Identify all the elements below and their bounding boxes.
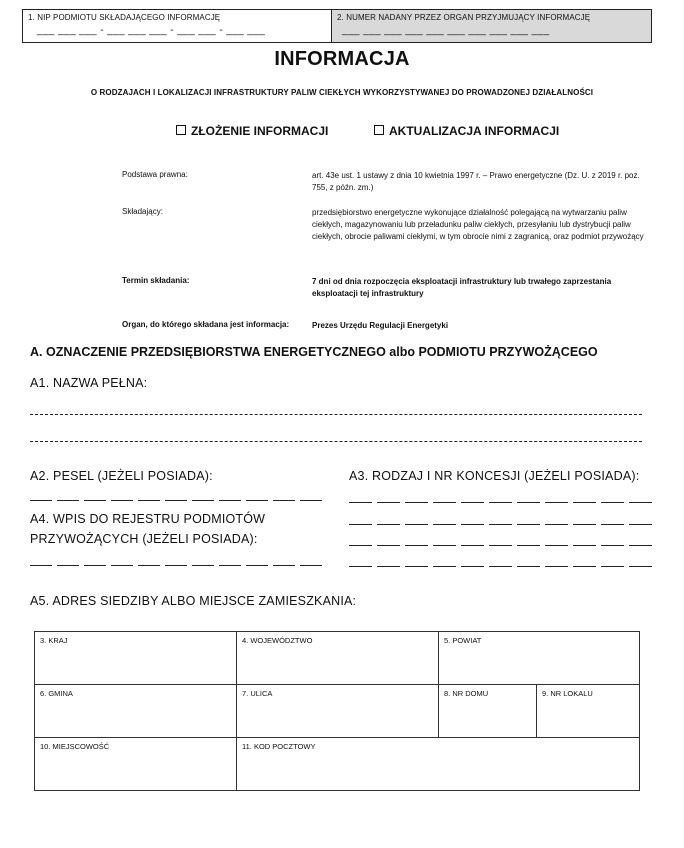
- a1-input-line-2[interactable]: [30, 441, 642, 442]
- update-checkbox[interactable]: [374, 125, 384, 135]
- a3-input-slots-2[interactable]: [349, 524, 652, 525]
- a2-input-slots[interactable]: [30, 500, 322, 501]
- option-update[interactable]: [374, 124, 559, 138]
- house-number-label: 8. NR DOMU: [444, 689, 489, 698]
- commune-label: 6. GMINA: [40, 689, 73, 698]
- a3-input-slots-4[interactable]: [349, 566, 652, 567]
- organ-label: Organ, do którego składana jest informacja:: [122, 320, 290, 329]
- section-a-title: A. OZNACZENIE PRZEDSIĘBIORSTWA ENERGETYCZNEGO albo PODMIOTU PRZYWOŻĄCEGO: [30, 345, 598, 359]
- legal-basis-label: Podstawa prawna:: [122, 170, 188, 179]
- locality-cell[interactable]: [35, 738, 237, 790]
- assigned-number-label: 2. NUMER NADANY PRZEZ ORGAN PRZYJMUJĄCY INFORMACJĘ: [337, 13, 591, 22]
- a3-input-slots-3[interactable]: [349, 545, 652, 546]
- a5-label: A5. ADRES SIEDZIBY ALBO MIEJSCE ZAMIESZKANIA:: [30, 594, 357, 608]
- country-label: 3. KRAJ: [40, 636, 68, 645]
- country-cell[interactable]: [35, 632, 237, 685]
- a4-input-slots[interactable]: [30, 565, 322, 566]
- a2-label: A2. PESEL (JEŻELI POSIADA):: [30, 469, 213, 483]
- county-cell[interactable]: [439, 632, 639, 685]
- voivodeship-cell[interactable]: [237, 632, 439, 685]
- voivodeship-label: 4. WOJEWÓDZTWO: [242, 636, 313, 645]
- submit-label: ZŁOŻENIE INFORMACJI: [191, 124, 329, 138]
- flat-number-cell[interactable]: [537, 685, 639, 738]
- nip-label: 1. NIP PODMIOTU SKŁADAJĄCEGO INFORMACJĘ: [28, 13, 221, 22]
- a4-label-line-1: A4. WPIS DO REJESTRU PODMIOTÓW: [30, 512, 266, 526]
- deadline-value: 7 dni od dnia rozpoczęcia eksploatacji infrastruktury lub trwałego zaprzestania eksploatacji tej infrastruktury: [312, 277, 612, 298]
- county-label: 5. POWIAT: [444, 636, 482, 645]
- update-label: AKTUALIZACJA INFORMACJI: [389, 124, 560, 138]
- address-table: [34, 631, 640, 791]
- nip-input-slots[interactable]: ___ ___ ___ - ___ ___ ___ - ___ ___ - ___ ___: [37, 25, 266, 36]
- submitter-label: Składający:: [122, 207, 163, 216]
- street-label: 7. ULICA: [242, 689, 273, 698]
- locality-label: 10. MIEJSCOWOŚĆ: [40, 742, 110, 751]
- option-submit[interactable]: [176, 124, 328, 138]
- nip-field-box[interactable]: [22, 9, 332, 43]
- deadline-label: Termin składania:: [122, 276, 190, 285]
- document-title: INFORMACJA: [274, 48, 410, 70]
- organ-value: Prezes Urzędu Regulacji Energetyki: [312, 321, 449, 330]
- assigned-number-slots[interactable]: ___ ___ ___ ___ ___ ___ ___ ___ ___ ___: [342, 25, 550, 36]
- a3-label: A3. RODZAJ I NR KONCESJI (JEŻELI POSIADA):: [349, 469, 640, 483]
- commune-cell[interactable]: [35, 685, 237, 738]
- a4-label-line-2: PRZYWOŻĄCYCH (JEŻELI POSIADA):: [30, 532, 258, 546]
- street-cell[interactable]: [237, 685, 439, 738]
- assigned-number-field-box[interactable]: [331, 9, 652, 43]
- legal-basis-value: art. 43e ust. 1 ustawy z dnia 10 kwietnia 1997 r. – Prawo energetyczne (Dz. U. z 2019 r. poz. 755, z późn. zm.): [312, 171, 640, 192]
- submit-checkbox[interactable]: [176, 125, 186, 135]
- a1-input-line-1[interactable]: [30, 414, 642, 415]
- postal-code-cell[interactable]: [237, 738, 639, 790]
- a3-input-slots-1[interactable]: [349, 502, 652, 503]
- a1-label: A1. NAZWA PEŁNA:: [30, 376, 148, 390]
- flat-number-label: 9. NR LOKALU: [542, 689, 593, 698]
- postal-code-label: 11. KOD POCZTOWY: [242, 742, 316, 751]
- submitter-value: przedsiębiorstwo energetyczne wykonujące działalność polegającą na wytwarzaniu paliw ciekłych, magazynowaniu lub przeładunku paliw ciekłych, przesyłaniu lub dystrybucji paliw ciekłych, obrocie paliwami ciekłymi, w tym obrocie nimi z zagranicą, oraz podmiot przywożący: [312, 208, 644, 241]
- house-number-cell[interactable]: [439, 685, 537, 738]
- document-subtitle: O RODZAJACH I LOKALIZACJI INFRASTRUKTURY PALIW CIEKŁYCH WYKORZYSTYWANEJ DO PROWADZONEJ DZIAŁALNOŚCI: [90, 88, 594, 97]
